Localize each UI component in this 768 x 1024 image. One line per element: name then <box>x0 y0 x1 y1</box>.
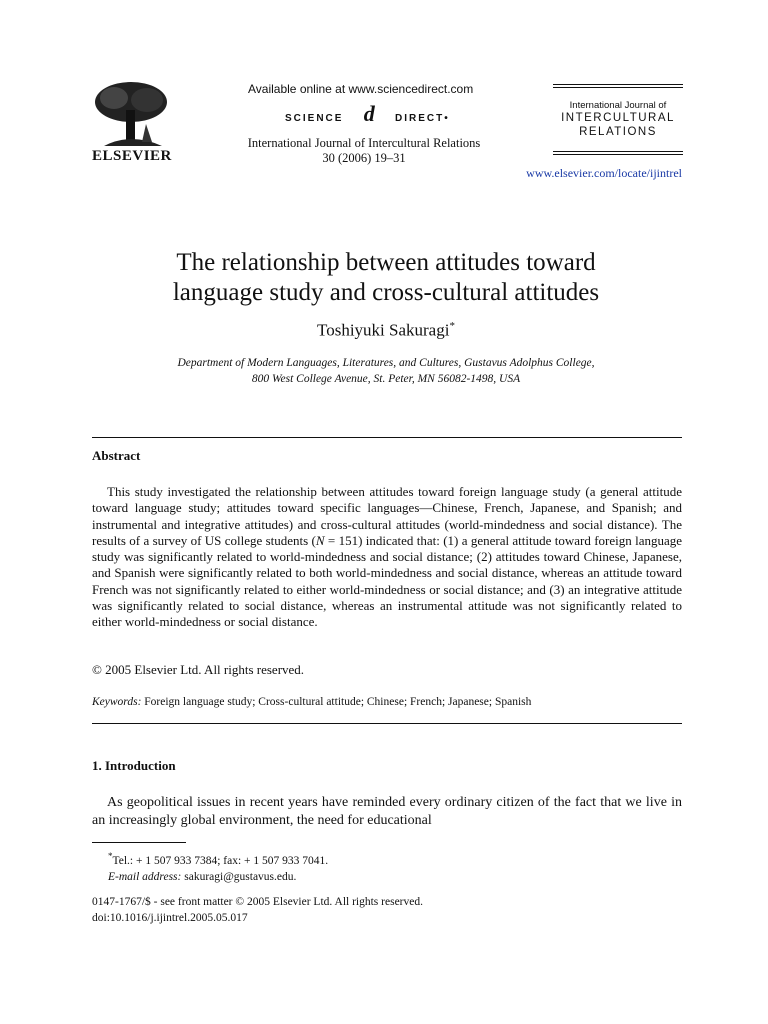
abstract-text-b: = 151) indicated that: (1) a general attitude toward foreign language study was significantly related to world-mindedness and social distance; (2) attitudes toward Chinese, Japanese, and Spanish were significantly related to both world-mindedness and social distance, whereas an attitude toward French was not significantly related to either world-mindedness or social distance; and (3) an integrative attitude was significantly related to social distance, whereas an instrumental attitude was not significantly related to either world-mindedness or social distance. <box>92 532 683 630</box>
keywords-list: Foreign language study; Cross-cultural attitude; Chinese; French; Japanese; Spanish <box>144 696 532 708</box>
article-title <box>92 248 680 308</box>
abstract-top-rule <box>92 437 682 438</box>
publisher-name: ELSEVIER <box>92 148 172 164</box>
keywords-label: Keywords: <box>92 696 142 708</box>
footnote-email-line <box>108 869 328 885</box>
footnote <box>108 848 328 885</box>
abstract-text <box>92 484 682 631</box>
footnote-tel-line <box>108 848 328 869</box>
front-matter <box>92 894 423 926</box>
email-address[interactable]: sakuragi@gustavus.edu. <box>181 870 297 883</box>
affiliation-line2: 800 West College Avenue, St. Peter, MN 56082-1498, USA <box>251 373 521 385</box>
footnote-mark: * <box>108 851 113 861</box>
available-online-text: Available online at www.sciencedirect.com <box>248 82 474 96</box>
journal-box-bottom-rule <box>553 151 683 155</box>
footnote-tel: Tel.: + 1 507 933 7384; fax: + 1 507 933 7041. <box>112 854 329 867</box>
sciencedirect-d-mark: d <box>363 101 375 126</box>
journal-box-top-rule <box>553 84 683 88</box>
title-line1: The relationship between attitudes toward <box>176 249 596 276</box>
journal-name: International Journal of Intercultural Relations <box>247 136 481 150</box>
affiliation <box>92 355 680 387</box>
abstract-bottom-rule <box>92 723 682 724</box>
volume-pages: 30 (2006) 19–31 <box>322 151 406 165</box>
title-line2: language study and cross-cultural attitudes <box>172 279 600 306</box>
email-label: E-mail address: <box>108 870 182 883</box>
footnote-rule <box>92 842 186 843</box>
section-heading: 1. Introduction <box>92 758 176 773</box>
doi[interactable]: doi:10.1016/j.ijintrel.2005.05.017 <box>92 912 248 924</box>
journal-box <box>553 84 683 155</box>
journal-citation <box>230 136 498 166</box>
author-name: Toshiyuki Sakuragi <box>317 320 450 340</box>
front-matter-line1: 0147-1767/$ - see front matter © 2005 Elsevier Ltd. All rights reserved. <box>92 896 423 908</box>
sd-left: SCIENCE <box>285 113 344 124</box>
abstract-copyright: © 2005 Elsevier Ltd. All rights reserved. <box>92 662 305 677</box>
journal-box-small: International Journal of <box>569 100 667 111</box>
keywords <box>92 696 682 708</box>
intro-paragraph: As geopolitical issues in recent years have reminded every ordinary citizen of the fact that we live in an increasingly global environment, the need for educational <box>92 795 682 828</box>
journal-url-link[interactable]: www.elsevier.com/locate/ijintrel <box>526 166 682 180</box>
sd-right: DIRECT• <box>395 113 450 124</box>
abstract-n: N <box>315 532 325 548</box>
journal-box-line1: INTERCULTURAL <box>561 112 675 124</box>
affiliation-line1: Department of Modern Languages, Literatures, and Cultures, Gustavus Adolphus College, <box>177 357 595 369</box>
abstract-heading: Abstract <box>92 448 141 463</box>
author-footnote-mark[interactable]: * <box>449 320 455 332</box>
abstract-text-a: This study investigated the relationship between attitudes toward foreign language study (a general attitude toward language study; attitudes toward specific languages—Chinese, French, Japanese, and Spanish; and instrumental and integrative attitudes) and cross-cultural attitudes (world-mindedness and social distance). The results of a survey of US college students ( <box>92 484 682 548</box>
sciencedirect-wordmark <box>285 101 450 127</box>
author <box>92 320 680 341</box>
journal-box-line2: RELATIONS <box>579 126 657 138</box>
